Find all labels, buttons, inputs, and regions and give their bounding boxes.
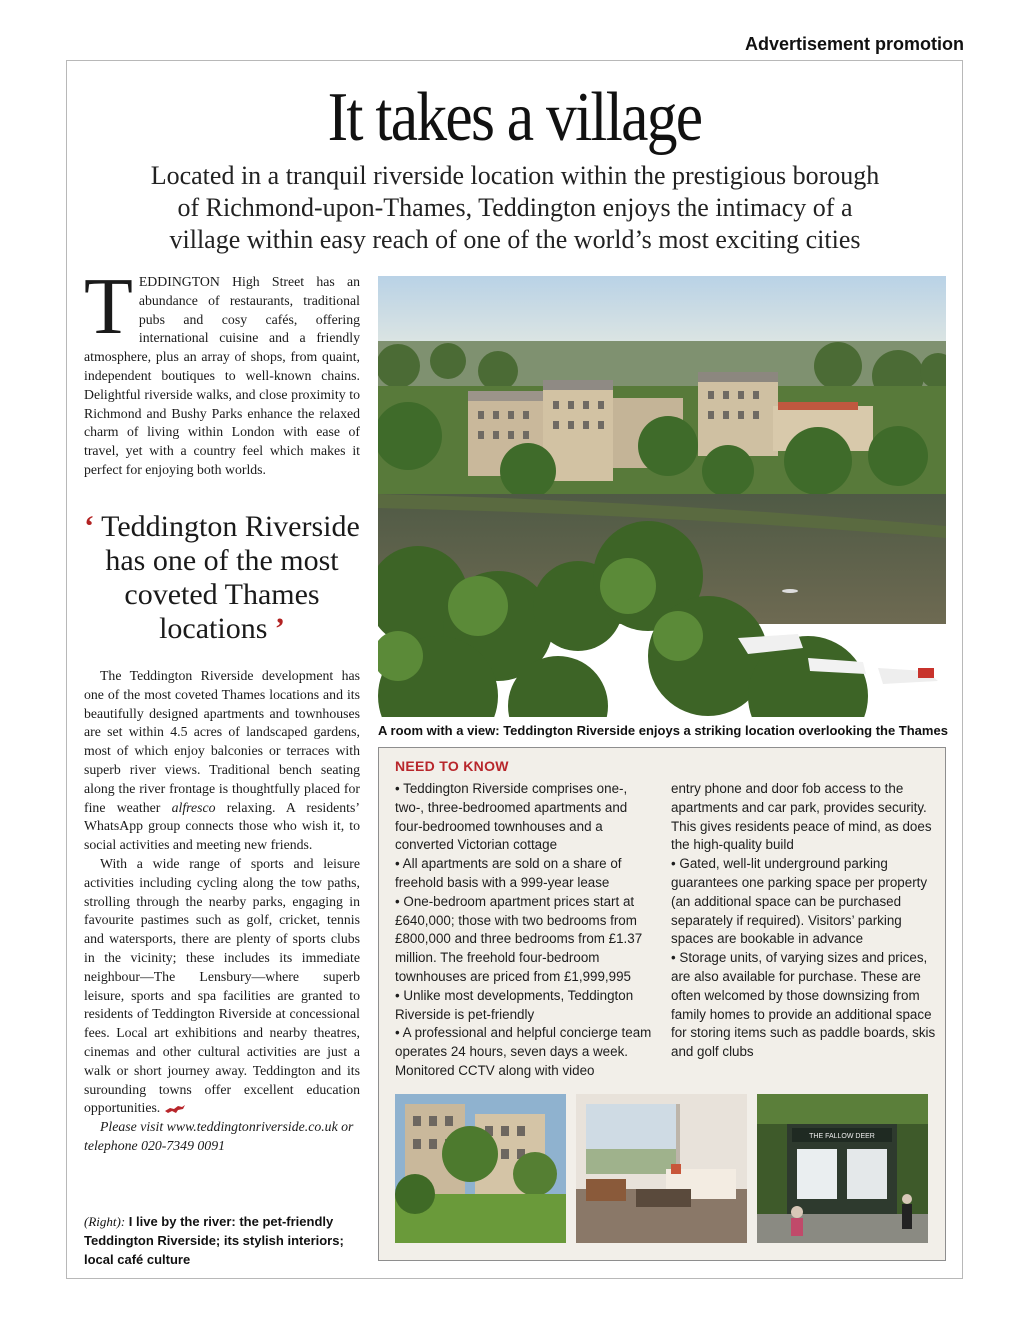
deer-end-mark-icon — [164, 1100, 186, 1115]
need-to-know-column-2 — [671, 780, 937, 1062]
drop-cap: T — [84, 263, 133, 351]
pull-quote-text: Teddington Riverside has one of the most coveted Thames locations — [101, 510, 360, 645]
standfirst: Located in a tranquil riverside location within the prestigious borough of Richmond-upon-Thames, Teddington enjoys the intimacy of a village within easy reach of one of the world’s most exciting cities — [150, 161, 880, 254]
intro-paragraph — [84, 263, 360, 480]
ntk-bullet: • All apartments are sold on a share of freehold basis with a 999-year lease — [395, 856, 622, 890]
headline: It takes a village — [327, 79, 702, 156]
ntk-bullet: • A professional and helpful concierge team operates 24 hours, seven days a week. Monitored CCTV along with video — [395, 1025, 652, 1078]
ntk-bullet: • Storage units, of varying sizes and prices, are also available for purchase. These are often welcomed by those downsizing from family homes to provide an additional space for storing items such as paddle boards, skis and golf clubs — [671, 950, 936, 1060]
need-to-know-title: NEED TO KNOW — [395, 758, 509, 774]
ntk-bullet: • Gated, well-lit underground parking guarantees one parking space per property (an additional space can be purchased separately if required). Visitors’ parking spaces are bookable in advance — [671, 856, 928, 947]
close-quote-mark: ’ — [274, 612, 285, 645]
riverside-gardens-photo — [395, 1094, 566, 1243]
caption-text: I live by the river: the pet-friendly Teddington Riverside; its stylish interiors; local café culture — [84, 1214, 344, 1267]
cafe-sign: THE FALLOW DEER — [809, 1133, 875, 1140]
contact-info: Please visit www.teddingtonriverside.co.uk or telephone 020-7349 0091 — [84, 1119, 354, 1153]
need-to-know-column-1 — [395, 780, 657, 1081]
caption-prefix: (Right): — [84, 1214, 126, 1229]
living-room-photo — [576, 1094, 747, 1243]
cafe-photo — [757, 1094, 928, 1243]
body-p1-text-end: relaxing. A residents’ WhatsApp group connects those who wish it, to social activities and meeting new friends. — [84, 799, 360, 853]
advertisement-label: Advertisement promotion — [744, 34, 964, 54]
body-p1-text: The Teddington Riverside development has one of the most coveted Thames locations and its beautifully designed apartments and townhouses are set within 4.5 acres of landscaped gardens, most of which enjoy balconies or terraces with superb river views. Traditional bench seating along the river frontage is thoughtfully placed for fine weather — [84, 668, 360, 815]
need-to-know-box — [378, 747, 946, 1261]
ntk-bullet: entry phone and door fob access to the apartments and car park, provides security. This gives residents peace of mind, as does the high-quality build — [671, 781, 932, 853]
open-quote-mark: ‘ — [84, 510, 95, 543]
intro-text: EDDINGTON High Street has an abundance of restaurants, traditional pubs and cosy cafés, offering international cuisine and a friendly atmosphere, plus an array of shops, from quaint, independent boutiques to well-known chains. Delightful riverside walks, and close proximity to Richmond and Bushy Parks enhance the relaxed charm of living within London with ease of travel, yet with a country feel which makes it perfect for enjoying both worlds. — [84, 274, 360, 477]
body-paragraph-2 — [84, 855, 360, 1118]
ntk-bullet: • Unlike most developments, Teddington Riverside is pet-friendly — [395, 987, 634, 1022]
ntk-bullet: • One-bedroom apartment prices start at £640,000; those with two bedrooms from £800,000 and three bedrooms from £1.37 million. The freehold four-bedroom townhouses are priced from £1,999,995 — [395, 893, 643, 984]
body-paragraph-1 — [84, 667, 360, 855]
main-aerial-photo — [378, 276, 946, 717]
body-copy — [84, 667, 360, 1156]
thumbnails-caption — [84, 1212, 364, 1269]
pull-quote — [84, 510, 360, 646]
ntk-bullet: • Teddington Riverside comprises one-, two-, three-bedroomed apartments and four-bedroomed townhouses and a converted Victorian cottage — [395, 781, 628, 853]
body-p1-italic: alfresco — [171, 799, 216, 815]
main-photo-caption: A room with a view: Teddington Riverside enjoys a striking location overlooking the Thames — [378, 723, 948, 738]
body-p2-text: With a wide range of sports and leisure activities including cycling along the tow paths, strolling through the nearby parks, engaging in favourite pastimes such as golf, cricket, tennis and watersports, there are plenty of sports clubs in the vicinity; these includes its immediate neighbour—The Lensbury—where superb leisure, sports and spa facilities are granted to residents of Teddington Riverside at concessional fees. Local art exhibitions and nearby theatres, cinemas and other cultural activities are just a walk or short journey away. Teddington and its surounding towns offer excellent education opportunities. — [84, 855, 360, 1116]
